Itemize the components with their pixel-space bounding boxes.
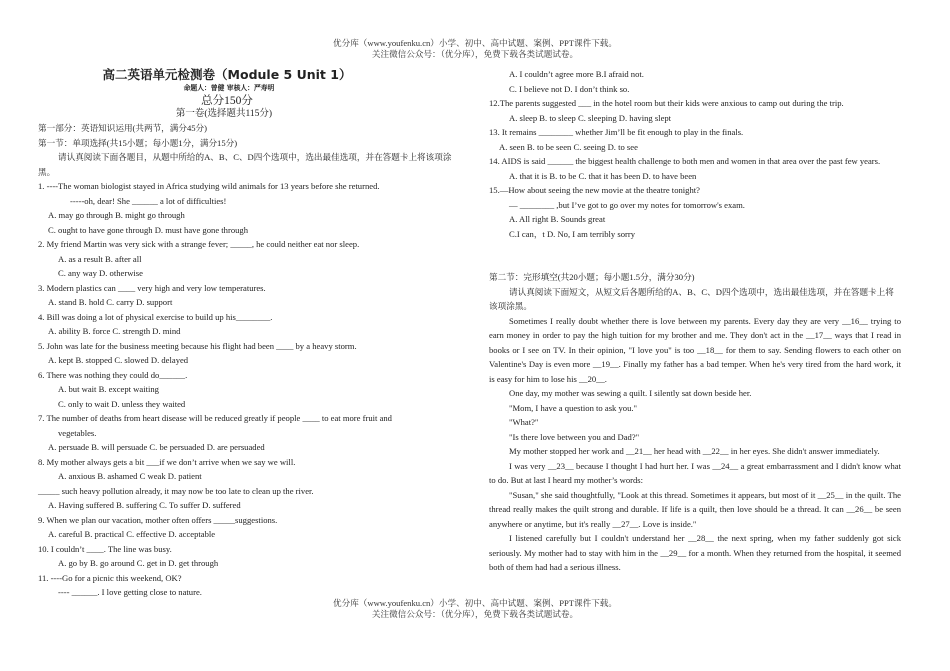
page-header <box>0 38 950 60</box>
question-line: A. seen B. to be seen C. seeing D. to see <box>499 141 638 152</box>
passage-paragraph: "Susan," she said thoughtfully, "Look at this thread. Sometimes it appears, but most of it __25__ in the quilt. The thread really makes the quilt strong and durable. If life is a quilt, then love should be a thread. It can __26__ be seen anywhere or anytime, but it's really __27__. Love is inside." <box>489 489 901 529</box>
left-column <box>38 67 456 600</box>
question-list-right <box>489 67 901 154</box>
question-line: 9. When we plan our vacation, mother often offers _____suggestions. <box>38 514 278 525</box>
question-list-left <box>38 179 456 600</box>
question-line: A. persuade B. will persuade C. be persuaded D. are persuaded <box>48 442 265 452</box>
passage-paragraph: "Mom, I have a question to ask you." <box>509 402 638 413</box>
question-line: -----oh, dear! She ______ a lot of difficulties! <box>70 195 227 206</box>
passage-paragraph: "Is there love between you and Dad?" <box>509 431 640 442</box>
question-line: C. any way D. otherwise <box>58 268 143 278</box>
section2-instructions: 请认真阅读下面短文，从短文后各题所给的A、B、C、D四个选项中，选出最佳选项，并在答题卡上将该项涂黑。 <box>489 286 894 311</box>
passage-paragraph: I was very __23__ because I thought I had hurt her. I was __24__ a great embarrassment and I didn't know what to do. But at last I heard my mother’s words: <box>489 460 901 485</box>
question-line: C. ought to have gone through D. must have gone through <box>48 224 249 235</box>
question-line: A. I couldn’t agree more B.I afraid not. <box>509 69 644 79</box>
section2-heading: 第二节：完形填空(共20小题；每小题1.5分，满分30分) <box>489 272 695 282</box>
footer-line-2: 关注微信公众号：（优分库），免费下载各类试题试卷。 <box>371 609 579 619</box>
section1-instructions: 请认真阅读下面各题目，从题中所给的A、B、C、D四个选项中，选出最佳选项，并在答题卡上将该项涂黑。 <box>38 152 452 177</box>
paper-authors: 命题人：曾健 审核人：严寿明 <box>183 84 275 92</box>
question-line: A. that it is B. to be C. that it has been D. to have been <box>509 170 697 181</box>
question-line: C. I believe not D. I don’t think so. <box>509 83 630 94</box>
section1-heading: 第一节：单项选择(共15小题；每小题1分，满分15分) <box>38 137 238 148</box>
question-line: 5. John was late for the business meeting because his flight had been ____ by a heavy storm. <box>38 340 357 351</box>
question-line: — ________ ,but I’ve got to go over my notes for tomorrow's exam. <box>509 199 745 210</box>
question-line: 2. My friend Martin was very sick with a strange fever; _____, he could neither eat nor sleep. <box>38 239 360 249</box>
question-line: A. sleep B. to sleep C. sleeping D. having slept <box>509 112 672 123</box>
spacer <box>489 241 901 270</box>
question-line: 11. ----Go for a picnic this weekend, OK? <box>38 572 182 583</box>
question-line: 7. The number of deaths from heart disease will be reduced greatly if people ____ to eat more fruit and <box>38 413 392 423</box>
total-score: 总分150分 <box>201 95 253 107</box>
question-line: 4. Bill was doing a lot of physical exercise to build up his________. <box>38 311 273 322</box>
header-line-1: 优分库（www.youfenku.cn）小学、初中、高中试题、案例、PPT课件下载。 <box>333 38 617 48</box>
question-line: A. go by B. go around C. get in D. get through <box>58 558 219 568</box>
right-column <box>489 67 901 575</box>
question-line: 6. There was nothing they could do______. <box>38 369 188 380</box>
footer-line-1: 优分库（www.youfenku.cn）小学、初中、高中试题、案例、PPT课件下载。 <box>333 598 617 608</box>
passage-paragraph: Sometimes I really doubt whether there is love between my parents. Every day they are very __16__ trying to earn money in order to pay the high tuition for my brother and me. They don't act in the __17__ ways that I read in books or I see on TV. In their opinion, "I love you" is too __18__ for them to say. Sending flowers to each other on Valentine's Day is even more __19__. Finally my father has a bad temper. When he's very tired from the hard work, it is easy for him to lose his __20__. <box>489 315 901 384</box>
question-line: C.I can，t D. No, I am terribly sorry <box>509 228 636 239</box>
question-line: A. but wait B. except waiting <box>58 384 159 394</box>
paper-title: 高二英语单元检测卷（Module 5 Unit 1） <box>102 67 352 82</box>
question-line: A. anxious B. ashamed C weak D. patient <box>58 471 202 481</box>
passage-paragraph: I listened carefully but I couldn't understand her __28__ the next spring, when my father suddenly got sick seriously. My mother had to stay with him in the __29__ for a month. When they returned from the hospital, it seemed both of them had had a serious illness. <box>489 533 901 572</box>
question-line: A. may go through B. might go through <box>48 210 185 220</box>
question-line: A. Having suffered B. suffering C. To suffer D. suffered <box>48 500 241 510</box>
page-footer <box>0 598 950 620</box>
question-line: A. ability B. force C. strength D. mind <box>48 326 181 336</box>
part1-heading: 第一部分：英语知识运用(共两节，满分45分) <box>38 123 208 133</box>
question-line: A. kept B. stopped C. slowed D. delayed <box>48 355 189 365</box>
volume-heading: 第一卷(选择题共115分) <box>175 109 273 119</box>
question-line: ---- ______. I love getting close to nature. <box>58 587 202 597</box>
cloze-passage <box>489 314 901 575</box>
question-line: 13. It remains ________ whether Jim’ll be fit enough to play in the finals. <box>489 127 744 137</box>
question-line: 10. I couldn’t ____. The line was busy. <box>38 543 172 554</box>
question-line: 12.The parents suggested ___ in the hotel room but their kids were anxious to camp out during the trip. <box>489 98 844 108</box>
question-line: C. only to wait D. unless they waited <box>58 398 186 409</box>
question-line: vegetables. <box>58 427 97 438</box>
question-line: A. stand B. hold C. carry D. support <box>48 297 173 307</box>
question-line: A. as a result B. after all <box>58 253 142 264</box>
question-list-right-2 <box>489 169 901 242</box>
question-line: 3. Modern plastics can ____ very high and very low temperatures. <box>38 282 266 293</box>
question-line: 1. ----The woman biologist stayed in Africa studying wild animals for 13 years before she returned. <box>38 181 380 191</box>
question-line: _____ such heavy pollution already, it may now be too late to clean up the river. <box>38 485 314 496</box>
question-14: 14. AIDS is said ______ the biggest health challenge to both men and women in that area over the past few years. <box>489 156 881 166</box>
header-line-2: 关注微信公众号：（优分库），免费下载各类试题试卷。 <box>371 49 579 59</box>
passage-paragraph: "What?" <box>509 417 539 427</box>
question-line: A. careful B. practical C. effective D. acceptable <box>48 529 216 539</box>
question-line: 8. My mother always gets a bit ___if we don’t arrive when we say we will. <box>38 456 296 467</box>
passage-paragraph: My mother stopped her work and __21__ her head with __22__ in her eyes. She didn't answer immediately. <box>509 446 880 456</box>
question-line: 15.—How about seeing the new movie at the theatre tonight? <box>489 185 700 195</box>
passage-paragraph: One day, my mother was sewing a quilt. I silently sat down beside her. <box>509 388 752 398</box>
question-line: A. All right B. Sounds great <box>509 214 606 224</box>
